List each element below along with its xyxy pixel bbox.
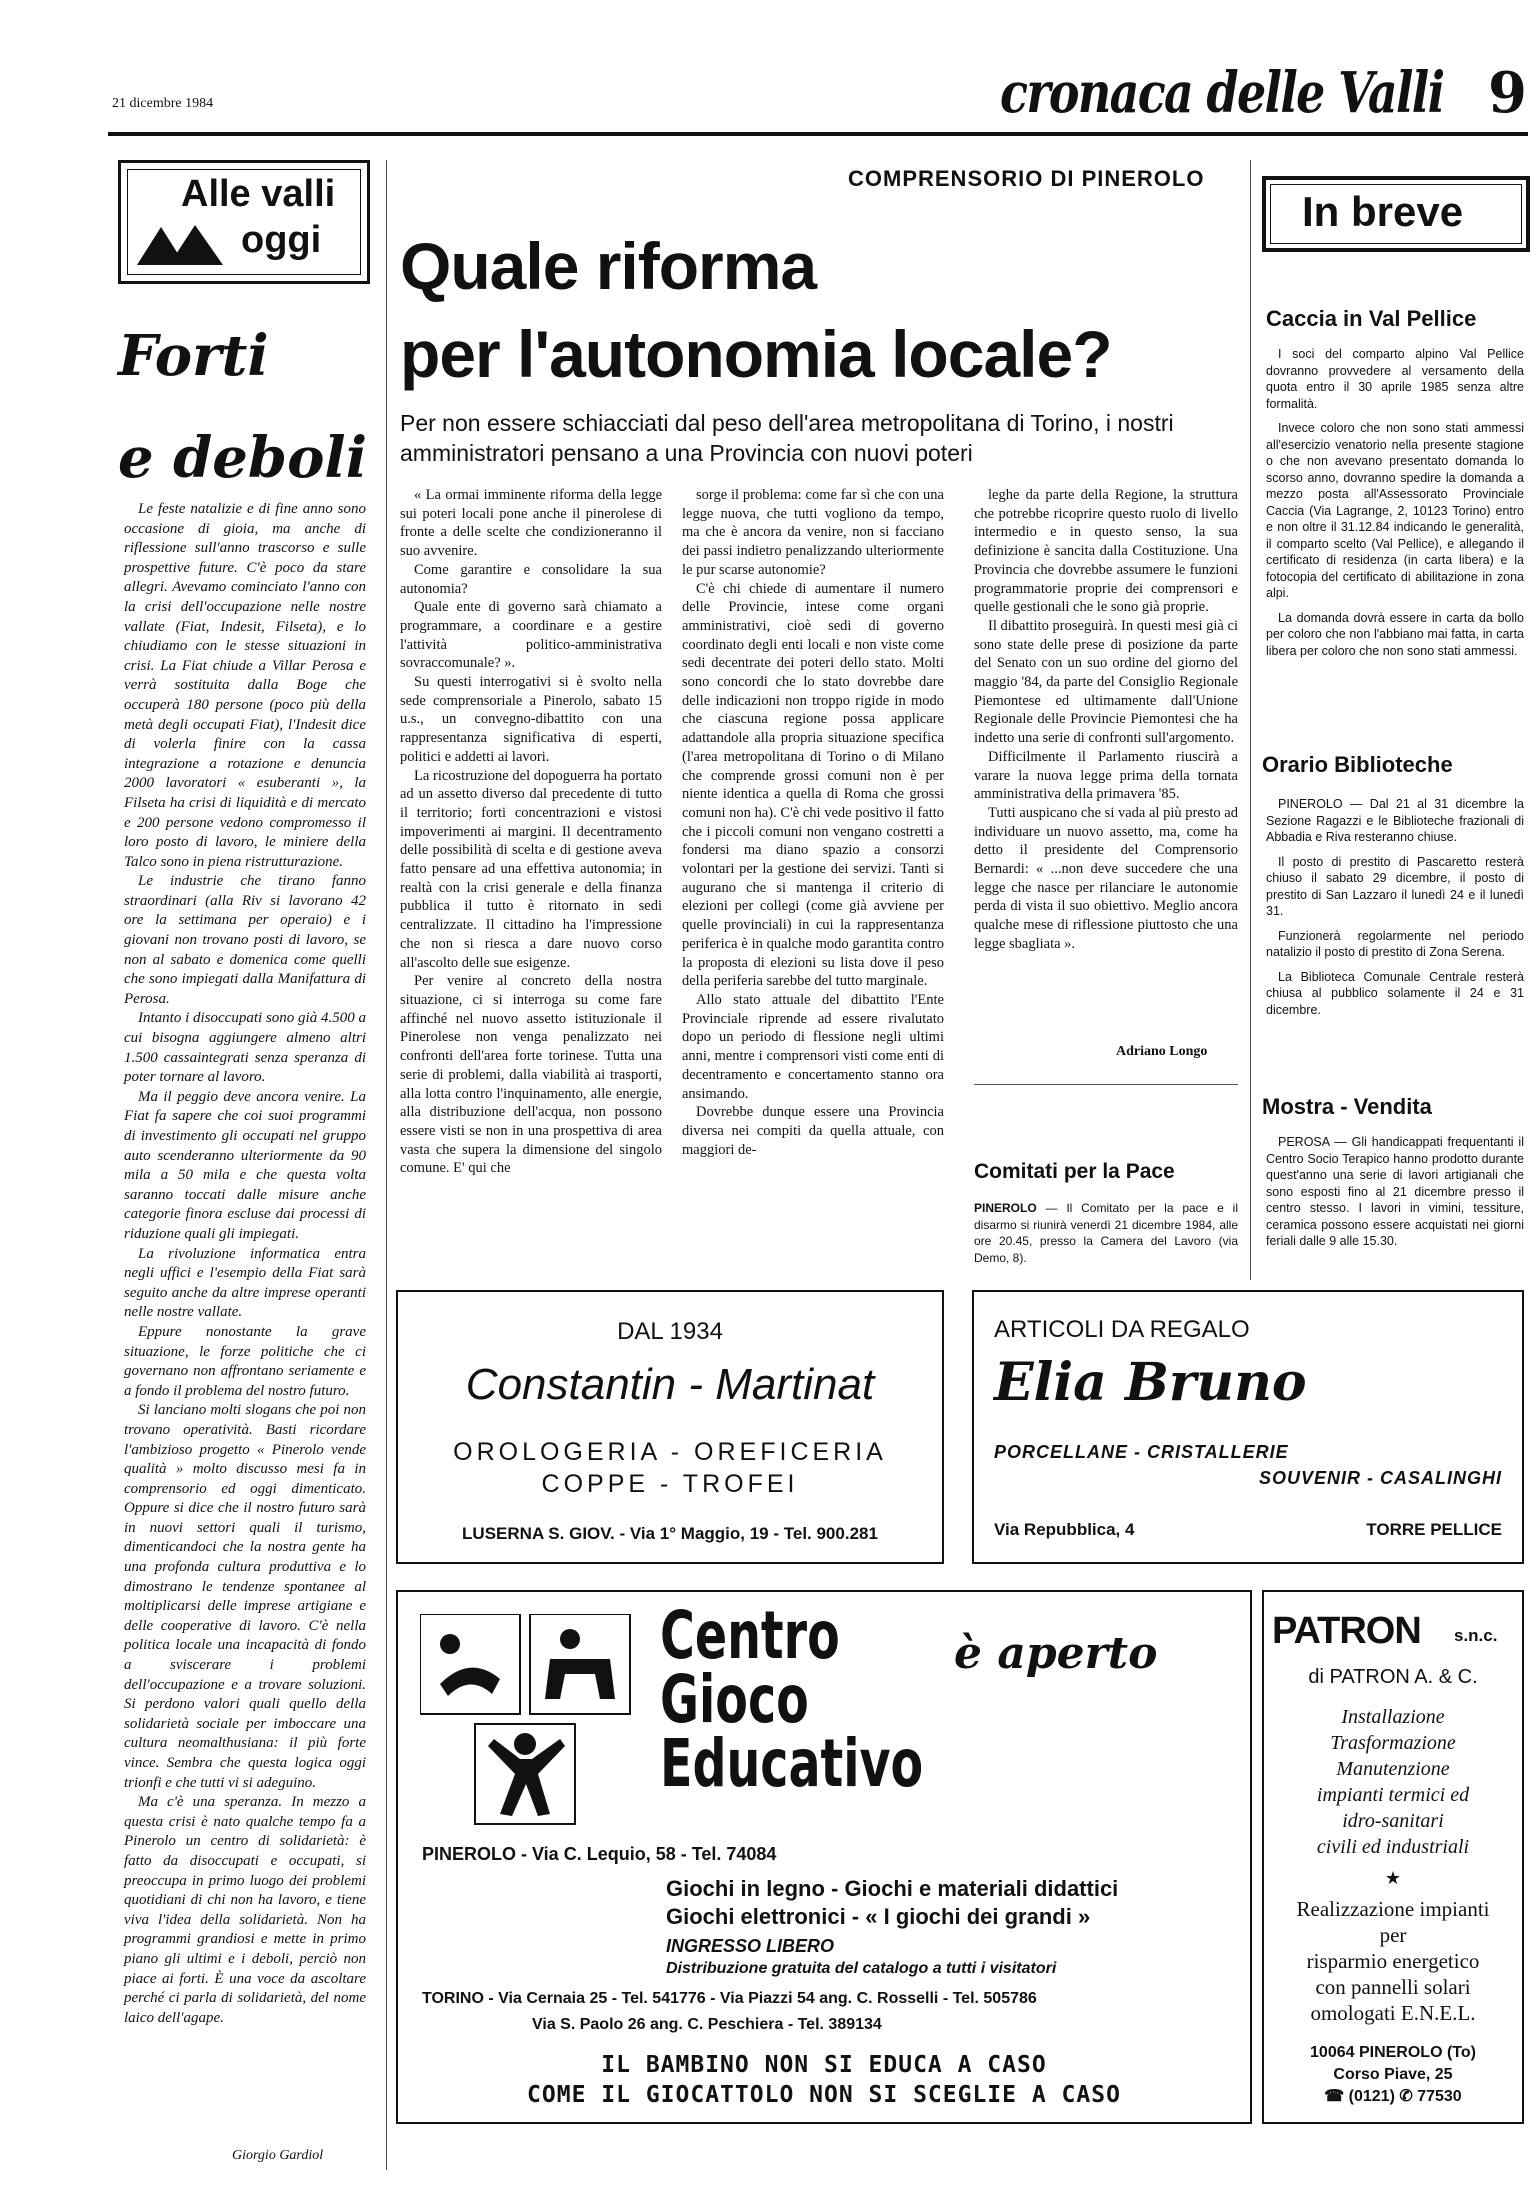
ad-centro-catalog: Distribuzione gratuita del catalogo a tutti i visitatori bbox=[666, 1960, 1057, 1977]
column-title-line1: Forti bbox=[118, 323, 269, 389]
ad-patron-solar-line: per bbox=[1379, 1923, 1407, 1947]
article-col1 bbox=[400, 486, 662, 1178]
breve-paragraph: Il posto di prestito di Pascaretto resterà chiuso il sabato 29 dicembre, il posto di prestito di San Lazzaro il lunedì 24 e il lunedì 31. bbox=[1266, 854, 1524, 918]
section-rubric: COMPRENSORIO DI PINEROLO bbox=[848, 166, 1205, 191]
comitati-text bbox=[974, 1200, 1238, 1266]
in-breve-label: In breve bbox=[1302, 188, 1464, 235]
issue-date: 21 dicembre 1984 bbox=[112, 96, 214, 111]
ad-centro-address1: PINEROLO - Via C. Lequio, 58 - Tel. 74084 bbox=[422, 1844, 777, 1864]
editorial-paragraph: Si lanciano molti slogans che poi non trovano operatività. Basti ricordare l'ambizioso progetto « Pinerolo vende qualità » molto discusso mesi fa in comprensorio ed oggi dimenticato. Oppure si dice che il nostro futuro sarà in nuovi settori quali il turismo, dimenticandoci che la nostra gente ha una profonda cultura produttiva e lo dimostrano le tendenze spontanee al moltiplicarsi delle imprese artigiane e delle cooperative di lavoro. C'è nella politica locale una incapacità di fondo a sviscerare i problemi dell'occupazione e a trovare soluzioni. Si perdono valori quali quello della solidarietà sociale per imboccare una cultura neomalthusiana: il più forte vince. Sembra che questa logica oggi trionfi e che tutti vi si adeguino. bbox=[124, 1402, 366, 1791]
article-paragraph: « La ormai imminente riforma della legge sui poteri locali pone anche il pinerolese di fronte a delle scelte che condizioneranno il suo avvenire. bbox=[400, 487, 662, 560]
ad-patron-service: idro-sanitari bbox=[1342, 1810, 1444, 1832]
editorial-paragraph: Eppure nonostante la grave situazione, le forze politiche che ci governano non affrontano seriamente e a fondo il problema del nostro futuro. bbox=[124, 1323, 366, 1399]
ad-constantin-line2: COPPE - TROFEI bbox=[541, 1470, 799, 1498]
ad-patron-owner: di PATRON A. & C. bbox=[1308, 1666, 1478, 1688]
comitati-body: — Il Comitato per la pace e il disarmo si riunirà venerdì 21 dicembre 1984, alle ore 20.45, presso la Camera del Lavoro (via Demo, 8). bbox=[974, 1201, 1238, 1265]
breve-paragraph: PINEROLO — Dal 21 al 31 dicembre la Sezione Ragazzi e le Biblioteche frazionali di Abbadia e Riva resteranno chiuse. bbox=[1266, 797, 1524, 844]
ad-patron-solar-line: omologati E.N.E.L. bbox=[1310, 2001, 1476, 2025]
breve-paragraph: La Biblioteca Comunale Centrale resterà chiusa al pubblico solamente il 24 e 31 dicembre. bbox=[1266, 969, 1524, 1017]
breve-heading-mostra: Mostra - Vendita bbox=[1262, 1094, 1432, 1119]
breve-heading-caccia: Caccia in Val Pellice bbox=[1266, 306, 1477, 331]
headline-line2: per l'autonomia locale? bbox=[400, 317, 1112, 391]
breve-paragraph: Invece coloro che non sono stati ammessi all'esercizio venatorio nella presente stagione o che non avevano presentato domanda lo scorso anno, dovranno spedire la domanda a mezzo posta all'Assessorato Provinciale Caccia (Via Lagrange, 2, 10123 Torino) entro e non oltre il 31.12.84 indicando le generalità, il comparto scelto (Val Pellice), e allegando il certificato di residenza (in carta libera) e la fotocopia del certificato di abilitazione in zona alpi. bbox=[1266, 421, 1524, 600]
star-icon: ★ bbox=[1384, 1868, 1402, 1888]
article-paragraph: Difficilmente il Parlamento riuscirà a varare la nuova legge prima della tornata amministrativa della primavera '85. bbox=[974, 748, 1238, 803]
article-paragraph: Su questi interrogativi si è svolto nella sede comprensoriale a Pinerolo, sabato 15 u.s., un convegno-dibattito con una rappresentanza significativa di esperti, politici e addetti ai lavori. bbox=[400, 674, 662, 765]
breve-body-caccia bbox=[1266, 346, 1524, 667]
editorial-paragraph: Le feste natalizie e di fine anno sono occasione di gioia, ma anche di riflessione sull'anno trascorso e sulle prospettive future. C'è poco da stare allegri. Avevamo cominciato l'anno con la crisi dell'occupazione nelle nostre vallate (Fiat, Indesit, Filseta), e lo chiudiamo con le stesse situazioni in crisi. La Fiat chiude a Villar Perosa e verrà sostituita dalla Boge che occuperà 180 persone (poco più della metà degli occupati Fiat), l'Indesit dice di volerla finire con la cassa integrazione a rotazione e denuncia 2000 lavoratori « esuberanti », la Filseta ha crisi di liquidità e di mercato e 200 persone vedono compromesso il loro posto di lavoro, le miniere della Talco sono in piena ristrutturazione. bbox=[124, 501, 366, 870]
editorial-paragraph: Ma il peggio deve ancora venire. La Fiat fa sapere che coi suoi programmi di investimento gli occupati nel gruppo auto scenderanno ulteriormente da 90 mila a 50 mila e che questa volta saranno toccati dalle misure anche categorie finora escluse dai processi di riduzione quali gli impiegati. bbox=[124, 1088, 366, 1242]
column-title bbox=[118, 310, 367, 504]
column-logo-line1: Alle valli bbox=[181, 173, 336, 215]
editorial-paragraph: Intanto i disoccupati sono già 4.500 a cui bisogna aggiungere almeno altri 1.500 cassaintegrati senza speranza di poter tornare al lavoro. bbox=[124, 1010, 366, 1086]
article-paragraph: sorge il problema: come far sì che con una legge nuova, che tutti vogliono da tempo, ma che è ancora da venire, non si facciano dei passi indietro penalizzando ulteriormente le pur scarse autonomie? bbox=[682, 487, 944, 578]
breve-body-biblioteche bbox=[1266, 796, 1524, 1026]
ad-centro-entry: INGRESSO LIBERO bbox=[666, 1936, 835, 1956]
article-paragraph: leghe da parte della Regione, la struttura che potrebbe ricoprire questo ruolo di livello intermedio e in questo senso, la sua definizione è sancita dalla Costituzione. Una Provincia che dovrebbe assumere le funzioni programmatorie proprie dei comprensori e quelle gestionali che le sono già proprie. bbox=[974, 487, 1238, 616]
article-paragraph: Per venire al concreto della nostra situazione, ci si interroga su come fare affinché nel nuovo assetto istituzionale il Pinerolese non venga penalizzato nei confronti dell'area forte torinese. Tutta una serie di problemi, dalla viabilità ai trasporti, alla lotta contro l'inquinamento, alle energie, alla distribuzione dell'acqua, non possono essere visti se non in una prospettiva di area vasta che supera la dimensione del singolo comune. E' qui che bbox=[400, 973, 662, 1177]
page-number: 9 bbox=[1488, 60, 1527, 126]
ad-centro-slogan2: COME IL GIOCATTOLO NON SI SCEGLIE A CASO bbox=[527, 2082, 1121, 2108]
ad-patron-name: PATRON bbox=[1272, 1610, 1421, 1652]
article-paragraph: Quale ente di governo sarà chiamato a programmare, a coordinare e a gestire l'attività politico-amministrativa sovraccomunale? ». bbox=[400, 599, 662, 672]
ad-patron-solar-line: risparmio energetico bbox=[1306, 1949, 1480, 1973]
article-subhead: Per non essere schiacciati dal peso dell'area metropolitana di Torino, i nostri amministratori pensano a una Provincia con nuovi poteri bbox=[400, 410, 1174, 466]
ad-patron-solar bbox=[1264, 1896, 1522, 2026]
ad-patron bbox=[1262, 1590, 1524, 2124]
article-col3 bbox=[974, 486, 1238, 954]
editorial-body bbox=[124, 500, 366, 2028]
column-divider bbox=[386, 160, 387, 2170]
ad-centro-name bbox=[660, 1597, 924, 1802]
in-breve-box bbox=[1262, 176, 1530, 252]
editorial-signature: Giorgio Gardiol bbox=[232, 2148, 324, 2163]
article-paragraph: Tutti auspicano che si vada al più presto ad individuare un nuovo assetto, ma, come ha detto il presidente del Comprensorio Bernardi: « ...non deve succedere che una legge che nasce per rilanciare le autonomie perda di vista il suo obiettivo. Meglio ancora qualche mese di riflessione piuttosto che una legge sbagliata ». bbox=[974, 804, 1238, 952]
ad-constantin-line1: OROLOGERIA - OREFICERIA bbox=[453, 1438, 887, 1466]
ad-elia-address: Via Repubblica, 4 bbox=[994, 1520, 1135, 1539]
column-title-line2: e deboli bbox=[118, 425, 367, 491]
editorial-paragraph: La rivoluzione informatica entra negli uffici e l'esempio della Fiat sarà seguito anche da altre imprese operanti nelle nostre vallate. bbox=[124, 1245, 366, 1321]
ad-elia-name: Elia Bruno bbox=[994, 1352, 1307, 1413]
header-rule bbox=[108, 132, 1528, 136]
ad-centro-address3: Via S. Paolo 26 ang. C. Peschiera - Tel. 389134 bbox=[532, 2016, 882, 2033]
ad-patron-phone: ☎ (0121) ✆ 77530 bbox=[1324, 2088, 1462, 2105]
article-paragraph: La ricostruzione del dopoguerra ha portato ad un assetto diverso dal precedente di tutto il territorio; forti concentrazioni e vistosi impoverimenti ai margini. Il decentramento delle possibilità di scelta e di gestione aveva fatto pensare ad una effettiva autonomia; in realtà con la crisi generale e della finanza pubblica il tutto è ritornato in sedi centralizzate. Il cittadino ha l'impressione che non si riesca a dare nuovo corso all'ascolto delle sue esigenze. bbox=[400, 767, 662, 971]
article-col2 bbox=[682, 486, 944, 1159]
ad-patron-service: Trasformazione bbox=[1330, 1732, 1456, 1754]
ad-patron-solar-line: Realizzazione impianti bbox=[1296, 1897, 1490, 1921]
ad-elia-line1: PORCELLANE - CRISTALLERIE bbox=[994, 1442, 1289, 1462]
breve-heading-biblioteche: Orario Biblioteche bbox=[1262, 752, 1453, 777]
comitati-heading: Comitati per la Pace bbox=[974, 1160, 1175, 1183]
ad-centro-slogan1: IL BAMBINO NON SI EDUCA A CASO bbox=[601, 2052, 1047, 2078]
column-logo-box bbox=[118, 160, 370, 284]
children-playing-icon bbox=[420, 1614, 640, 1834]
ad-patron-service: Manutenzione bbox=[1336, 1758, 1450, 1780]
breve-paragraph: I soci del comparto alpino Val Pellice dovranno provvedere al versamento della quota entro il 30 aprile 1985 senza altre formalità. bbox=[1266, 347, 1524, 411]
ad-elia-line2: SOUVENIR - CASALINGHI bbox=[1258, 1468, 1502, 1488]
column-logo-line2: oggi bbox=[241, 219, 322, 261]
ad-patron-contact bbox=[1264, 2042, 1522, 2108]
ad-patron-services bbox=[1264, 1704, 1522, 1860]
ad-patron-service: Installazione bbox=[1341, 1706, 1445, 1728]
ad-constantin-address: LUSERNA S. GIOV. - Via 1° Maggio, 19 - Tel. 900.281 bbox=[462, 1524, 878, 1543]
editorial-paragraph: Le industrie che tirano fanno straordinari (alla Riv si lavorano 42 ore la settimana per operaio) e i giovani non trovano posti di lavoro, se non al sabato e domenica come quelli che sono impiegati dalla Manifattura di Perosa. bbox=[124, 873, 366, 1007]
article-paragraph: Dovrebbe dunque essere una Provincia diversa nei compiti da quella attuale, con maggiori de- bbox=[682, 1104, 944, 1158]
ad-centro-products1: Giochi in legno - Giochi e materiali didattici bbox=[666, 1876, 1119, 1901]
breve-body-mostra bbox=[1266, 1134, 1524, 1258]
ad-constantin-name: Constantin - Martinat bbox=[465, 1360, 875, 1409]
ad-patron-suffix: s.n.c. bbox=[1454, 1626, 1498, 1645]
article-paragraph: Come garantire e consolidare la sua autonomia? bbox=[400, 561, 662, 597]
article-paragraph: Allo stato attuale del dibattito l'Ente Provinciale riprende ad essere rivalutato dopo un periodo di flessione negli ultimi anni, mentre i comprensori visti come enti di decentramento e concertamento stanno ora ansimando. bbox=[682, 991, 944, 1102]
ad-patron-service: impianti termici ed bbox=[1316, 1784, 1470, 1806]
mountains-icon bbox=[135, 223, 225, 267]
breve-paragraph: Funzionerà regolarmente nel periodo natalizio il posto di prestito di Zona Serena. bbox=[1266, 928, 1524, 959]
masthead: cronaca delle Valli bbox=[1000, 60, 1444, 126]
ad-centro-address2: TORINO - Via Cernaia 25 - Tel. 541776 - Via Piazzi 54 ang. C. Rosselli - Tel. 505786 bbox=[422, 1990, 1037, 2007]
ad-patron-solar-line: con pannelli solari bbox=[1315, 1975, 1471, 1999]
ad-centro-products2: Giochi elettronici - « I giochi dei grandi » bbox=[666, 1904, 1091, 1929]
ad-patron-city: 10064 PINEROLO (To) bbox=[1310, 2044, 1476, 2061]
ad-elia-top: ARTICOLI DA REGALO bbox=[994, 1316, 1250, 1343]
ad-elia-town: TORRE PELLICE bbox=[1366, 1520, 1502, 1539]
ad-centro-name-line3: Educativo bbox=[660, 1725, 924, 1802]
divider bbox=[974, 1084, 1238, 1085]
ad-centro-name-line1: Centro bbox=[660, 1597, 840, 1674]
ad-elia-bruno bbox=[972, 1290, 1524, 1564]
ad-centro-open: è aperto bbox=[954, 1628, 1158, 1679]
editorial-paragraph: Ma c'è una speranza. In mezzo a questa crisi è nato qualche tempo fa a Pinerolo un centro di solidarietà: è fatto da disoccupati e occupati, si preoccupa in primo luogo dei problemi quotidiani di chi non ha lavoro, e tiene viva l'idea della solidarietà. Non ha programmi grandiosi e mette in primo piano gli ultimi e i deboli, perciò non piace ai forti. È una voce da ascoltare perché ci parla di solidarietà, del nome laico dell'agape. bbox=[124, 1794, 366, 2026]
ad-constantin-since: DAL 1934 bbox=[617, 1318, 723, 1345]
headline-line1: Quale riforma bbox=[400, 229, 817, 303]
ad-constantin-martinat bbox=[396, 1290, 944, 1564]
article-paragraph: C'è chi chiede di aumentare il numero delle Provincie, intese come organi amministrativi, cioè sedi di governo coordinato degli enti locali e non viste come sedi decentrate dei poteri dello stato. Molti sono concordi che lo stato dovrebbe dare delle indicazioni non troppo rigide in modo che ciascuna regione possa applicare adattandole alla propria situazione specifica (l'area metropolitana di Torino o di Milano che comprende grossi comuni non è per niente identica a quella di Roma che grossi comuni non ha). C'è chi vede positivo il fatto che i piccoli comuni non vengano costretti a fondersi ma diano spazio a consorzi volontari per la gestione dei servizi. Tanti si augurano che si mantenga il criterio di elezioni per collegi (come già avviene per quelle provinciali) in cui la rappresentanza periferica è in qualche modo garantita contro la proposta di elezioni su lista dove il peso della periferia sarebbe del tutto marginale. bbox=[682, 580, 944, 990]
article-signature: Adriano Longo bbox=[1116, 1044, 1208, 1059]
comitati-place: PINEROLO bbox=[974, 1201, 1037, 1215]
article-headline bbox=[400, 222, 1112, 398]
breve-paragraph: La domanda dovrà essere in carta da bollo per coloro che non l'abbiano mai fatta, in carta libera per coloro che non sono stati ammessi. bbox=[1266, 610, 1524, 658]
ad-centro-gioco bbox=[396, 1590, 1252, 2124]
ad-patron-street: Corso Piave, 25 bbox=[1333, 2066, 1453, 2083]
column-divider bbox=[1250, 160, 1251, 1280]
article-paragraph: Il dibattito proseguirà. In questi mesi già ci sono state delle prese di posizione da parte del Senato con un suo ordine del giorno del maggio '84, da parte del Consiglio Regionale Piemontese ed ultimamente dall'Unione Regionale delle Provincie Piemontesi che ha indetto una serie di confronti sull'argomento. bbox=[974, 617, 1238, 747]
ad-patron-service: civili ed industriali bbox=[1316, 1836, 1470, 1858]
breve-paragraph: PEROSA — Gli handicappati frequentanti il Centro Socio Terapico hanno prodotto durante quest'anno una serie di lavori artigianali che sono esposti fino al 21 dicembre presso il centro stesso. I lavori in vimini, tessiture, ceramica possono essere acquistati nei giorni feriali dalle 9 alle 15.30. bbox=[1266, 1135, 1524, 1248]
ad-centro-name-line2: Gioco bbox=[660, 1661, 809, 1738]
